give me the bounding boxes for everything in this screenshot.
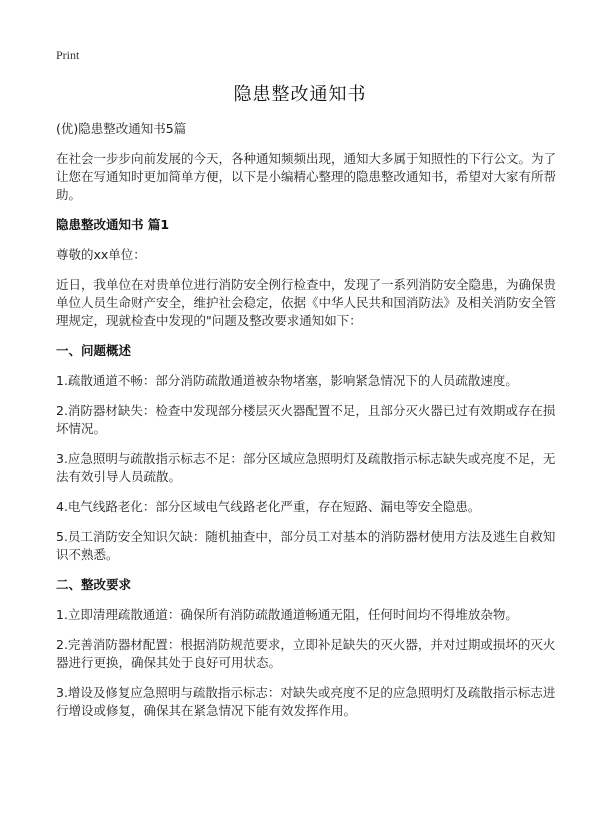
document-body — [56, 120, 556, 732]
opening-paragraph: 近日，我单位在对贵单位进行消防安全例行检查中，发现了一系列消防安全隐患，为确保贵单位人员生命财产安全，维护社会稳定，依据《中华人民共和国消防法》及相关消防安全管理规定，现就检查中发现的"问题及整改要求通知如下： — [56, 277, 557, 328]
problem-item: 2.消防器材缺失：检查中发现部分楼层灭火器配置不足，且部分灭火器已过有效期或存在损坏情况。 — [56, 403, 556, 436]
requirement-item: 2.完善消防器材配置：根据消防规范要求，立即补足缺失的灭火器，并对过期或损坏的灭火器进行更换，确保其处于良好可用状态。 — [56, 637, 556, 670]
problem-item: 1.疏散通道不畅：部分消防疏散通道被杂物堵塞，影响紧急情况下的人员疏散速度。 — [56, 373, 518, 388]
problem-item: 5.员工消防安全知识欠缺：随机抽查中，部分员工对基本的消防器材使用方法及逃生自救知识不熟悉。 — [56, 529, 556, 562]
salutation: 尊敬的xx单位： — [56, 247, 146, 262]
document-subtitle: (优)隐患整改通知书5篇 — [56, 121, 187, 136]
problem-item: 4.电气线路老化：部分区域电气线路老化严重，存在短路、漏电等安全隐患。 — [56, 499, 481, 514]
problem-item: 3.应急照明与疏散指示标志不足：部分区域应急照明灯及疏散指示标志缺失或亮度不足，无法有效引导人员疏散。 — [56, 451, 556, 484]
intro-paragraph: 在社会一步步向前发展的今天，各种通知频频出现，通知大多属于知照性的下行公文。为了让您在写通知时更加简单方便，以下是小编精心整理的隐患整改通知书，希望对大家有所帮助。 — [56, 151, 557, 202]
section-heading-requirements: 二、整改要求 — [56, 577, 132, 592]
article-heading: 隐患整改通知书 篇1 — [56, 217, 170, 232]
requirement-item: 1.立即清理疏散通道：确保所有消防疏散通道畅通无阻，任何时间均不得堆放杂物。 — [56, 607, 518, 622]
requirement-item: 3.增设及修复应急照明与疏散指示标志：对缺失或亮度不足的应急照明灯及疏散指示标志进行增设或修复，确保其在紧急情况下能有效发挥作用。 — [56, 685, 556, 718]
section-heading-problems: 一、问题概述 — [56, 343, 132, 358]
print-label[interactable]: Print — [56, 48, 80, 62]
document-title: 隐患整改通知书 — [233, 84, 367, 105]
